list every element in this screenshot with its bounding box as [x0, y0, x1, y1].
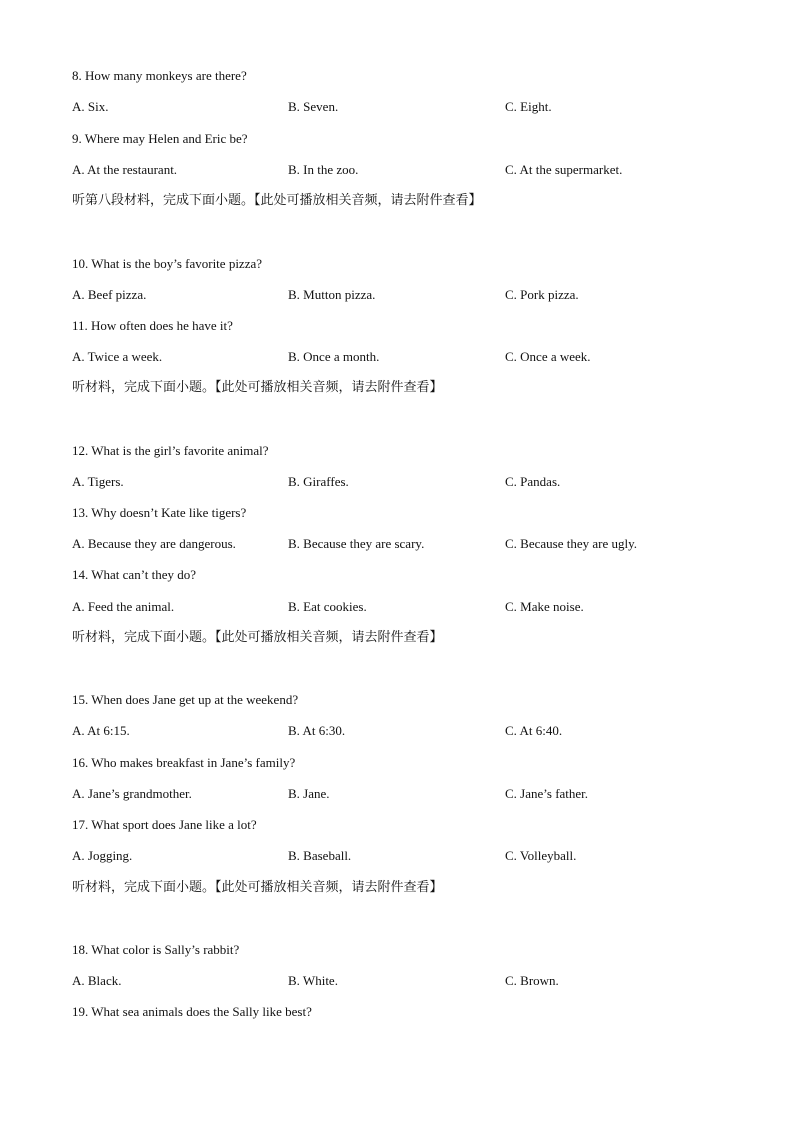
question-10: 10. What is the boy’s favorite pizza? — [72, 256, 263, 271]
q15-option-a: A. At 6:15. — [72, 723, 130, 738]
q13-option-c: C. Because they are ugly. — [505, 536, 637, 551]
q15-option-c: C. At 6:40. — [505, 723, 563, 738]
q14-option-b: B. Eat cookies. — [288, 599, 367, 614]
section-instruction: 听材料，完成下面小题。【此处可播放相关音频，请去附件查看】 — [72, 880, 443, 895]
q18-option-a: A. Black. — [72, 973, 122, 988]
q9-option-a: A. At the restaurant. — [72, 162, 178, 177]
q11-option-a: A. Twice a week. — [72, 349, 163, 364]
question-13: 13. Why doesn’t Kate like tigers? — [72, 505, 247, 520]
question-17: 17. What sport does Jane like a lot? — [72, 817, 257, 832]
question-8: 8. How many monkeys are there? — [72, 68, 247, 83]
question-11: 11. How often does he have it? — [72, 318, 233, 333]
q10-option-a: A. Beef pizza. — [72, 287, 147, 302]
question-14: 14. What can’t they do? — [72, 567, 197, 582]
q8-option-a: A. Six. — [72, 99, 109, 114]
q12-option-a: A. Tigers. — [72, 474, 124, 489]
section-instruction: 听材料，完成下面小题。【此处可播放相关音频，请去附件查看】 — [72, 630, 443, 645]
q11-option-c: C. Once a week. — [505, 349, 591, 364]
q10-option-b: B. Mutton pizza. — [288, 287, 376, 302]
question-15: 15. When does Jane get up at the weekend? — [72, 692, 299, 707]
q8-option-c: C. Eight. — [505, 99, 552, 114]
q16-option-c: C. Jane’s father. — [505, 786, 589, 801]
section-instruction: 听材料，完成下面小题。【此处可播放相关音频，请去附件查看】 — [72, 380, 443, 395]
q12-option-b: B. Giraffes. — [288, 474, 349, 489]
q8-option-b: B. Seven. — [288, 99, 339, 114]
q11-option-b: B. Once a month. — [288, 349, 380, 364]
q13-option-a: A. Because they are dangerous. — [72, 536, 236, 551]
q18-option-c: C. Brown. — [505, 973, 559, 988]
q17-option-c: C. Volleyball. — [505, 848, 577, 863]
q13-option-b: B. Because they are scary. — [288, 536, 425, 551]
q17-option-a: A. Jogging. — [72, 848, 133, 863]
q15-option-b: B. At 6:30. — [288, 723, 346, 738]
q17-option-b: B. Baseball. — [288, 848, 352, 863]
section-instruction: 听第八段材料，完成下面小题。【此处可播放相关音频，请去附件查看】 — [72, 193, 482, 208]
q18-option-b: B. White. — [288, 973, 338, 988]
question-9: 9. Where may Helen and Eric be? — [72, 131, 248, 146]
q16-option-b: B. Jane. — [288, 786, 330, 801]
question-16: 16. Who makes breakfast in Jane’s family? — [72, 755, 296, 770]
q14-option-a: A. Feed the animal. — [72, 599, 175, 614]
question-12: 12. What is the girl’s favorite animal? — [72, 443, 269, 458]
question-18: 18. What color is Sally’s rabbit? — [72, 942, 240, 957]
q9-option-c: C. At the supermarket. — [505, 162, 623, 177]
q16-option-a: A. Jane’s grandmother. — [72, 786, 192, 801]
q10-option-c: C. Pork pizza. — [505, 287, 579, 302]
question-19: 19. What sea animals does the Sally like best? — [72, 1004, 312, 1019]
q9-option-b: B. In the zoo. — [288, 162, 359, 177]
q14-option-c: C. Make noise. — [505, 599, 584, 614]
q12-option-c: C. Pandas. — [505, 474, 561, 489]
